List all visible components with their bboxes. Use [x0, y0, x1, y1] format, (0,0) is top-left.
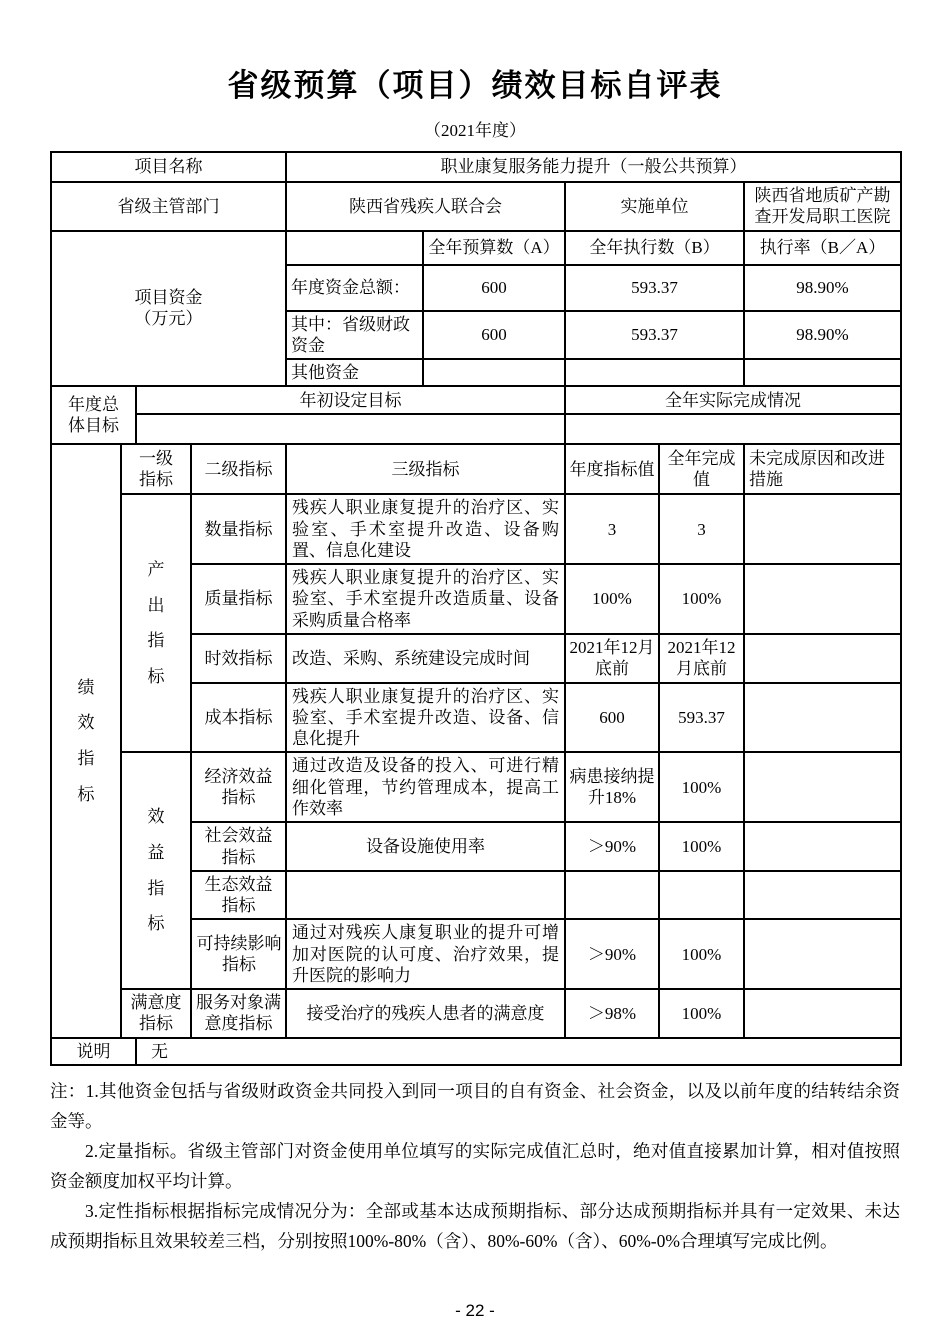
indicator-level2: 成本指标	[191, 683, 286, 753]
funding-label	[51, 231, 286, 387]
funding-col-budget: 全年预算数（A）	[423, 231, 565, 265]
indicator-level3: 改造、采购、系统建设完成时间	[286, 634, 565, 683]
annual-goal-actual-value	[565, 414, 901, 444]
indicators-left-label-text: 绩效指标	[77, 677, 95, 804]
indicator-target	[565, 871, 659, 920]
table-row	[51, 152, 901, 182]
indicator-target: ＞90%	[565, 919, 659, 989]
indicator-level2: 质量指标	[191, 564, 286, 634]
table-row	[51, 444, 901, 494]
funding-label-text: 项目资金（万元）	[134, 288, 203, 329]
indicator-reason	[744, 919, 901, 989]
indicator-level2: 生态效益指标	[191, 871, 286, 920]
funding-rate	[744, 359, 901, 386]
indicator-level2: 社会效益指标	[191, 822, 286, 871]
indicator-level3: 通过改造及设备的投入、可进行精细化管理，节约管理成本，提高工作效率	[286, 752, 565, 822]
funding-exec: 593.37	[565, 265, 744, 311]
table-row	[51, 494, 901, 564]
funding-budget	[423, 359, 565, 386]
remark-value: 无	[136, 1038, 901, 1065]
indicator-level2: 数量指标	[191, 494, 286, 564]
page-title: 省级预算（项目）绩效目标自评表	[227, 68, 723, 103]
indicator-level2: 时效指标	[191, 634, 286, 683]
indicator-actual: 100%	[659, 752, 744, 822]
indicators-left-label	[51, 444, 121, 1037]
page-number: - 22 -	[455, 1301, 495, 1320]
table-row	[51, 752, 901, 822]
indicator-level3: 通过对残疾人康复职业的提升可增加对医院的认可度、治疗效果，提升医院的影响力	[286, 919, 565, 989]
indicator-level3: 残疾人职业康复提升的治疗区、实验室、手术室提升改造、设备、信息化提升	[286, 683, 565, 753]
annual-goal-set-value	[136, 414, 565, 444]
header-reason: 未完成原因和改进措施	[744, 444, 901, 494]
indicator-target: 600	[565, 683, 659, 753]
impl-label: 实施单位	[565, 182, 744, 231]
indicator-reason	[744, 494, 901, 564]
table-row	[51, 231, 901, 265]
indicator-target: ＞98%	[565, 989, 659, 1038]
indicator-actual: 100%	[659, 919, 744, 989]
footnote-1: 注：1.其他资金包括与省级财政资金共同投入到同一项目的自有资金、社会资金，以及以前年度的结转结余资金等。	[50, 1080, 900, 1131]
indicator-reason	[744, 564, 901, 634]
indicator-actual: 593.37	[659, 683, 744, 753]
indicator-reason	[744, 871, 901, 920]
indicator-level3: 接受治疗的残疾人患者的满意度	[286, 989, 565, 1038]
dept-label: 省级主管部门	[51, 182, 286, 231]
footnotes	[50, 1076, 900, 1257]
indicator-actual	[659, 871, 744, 920]
indicator-level3: 残疾人职业康复提升的治疗区、实验室、手术室提升改造、设备购置、信息化建设	[286, 494, 565, 564]
indicator-level2: 服务对象满意度指标	[191, 989, 286, 1038]
indicator-level3: 残疾人职业康复提升的治疗区、实验室、手术室提升改造质量、设备采购质量合格率	[286, 564, 565, 634]
table-row	[51, 386, 901, 414]
annual-goal-label-text: 年度总体目标	[68, 395, 119, 436]
annual-goal-col-set: 年初设定目标	[136, 386, 565, 414]
table-row	[51, 182, 901, 231]
table-row	[51, 1038, 901, 1065]
indicators-table	[50, 443, 902, 1038]
group-output-label: 产出指标	[121, 494, 191, 752]
funding-rate: 98.90%	[744, 311, 901, 360]
funding-budget: 600	[423, 311, 565, 360]
indicator-target: 3	[565, 494, 659, 564]
funding-budget: 600	[423, 265, 565, 311]
table-row	[51, 989, 901, 1038]
footnote-3: 3.定性指标根据指标完成情况分为：全部或基本达成预期指标、部分达成预期指标并具有一定效果、未达成预期指标且效果较差三档，分别按照100%-80%（含）、80%-60%（含）、60%-0%合理填写完成比例。	[50, 1201, 900, 1252]
indicator-reason	[744, 683, 901, 753]
funding-rate: 98.90%	[744, 265, 901, 311]
footnote-2: 2.定量指标。省级主管部门对资金使用单位填写的实际完成值汇总时，绝对值直接累加计算，相对值按照资金额度加权平均计算。	[50, 1140, 900, 1192]
page-subtitle: （2021年度）	[424, 121, 526, 140]
remark-label: 说明	[51, 1038, 136, 1065]
indicator-target: 100%	[565, 564, 659, 634]
annual-goal-table	[50, 385, 902, 445]
header-level3: 三级指标	[286, 444, 565, 494]
indicator-actual: 100%	[659, 564, 744, 634]
header-funding-table	[50, 151, 902, 387]
funding-col-exec: 全年执行数（B）	[565, 231, 744, 265]
header-actual: 全年完成值	[659, 444, 744, 494]
empty-cell	[286, 231, 423, 265]
header-target: 年度指标值	[565, 444, 659, 494]
indicator-target: ＞90%	[565, 822, 659, 871]
annual-goal-col-actual: 全年实际完成情况	[565, 386, 901, 414]
funding-col-rate: 执行率（B／A）	[744, 231, 901, 265]
indicator-actual: 2021年12月底前	[659, 634, 744, 683]
indicator-level2: 经济效益指标	[191, 752, 286, 822]
indicator-target: 2021年12月底前	[565, 634, 659, 683]
annual-goal-label	[51, 386, 136, 444]
project-name-label: 项目名称	[51, 152, 286, 182]
dept-value: 陕西省残疾人联合会	[286, 182, 565, 231]
indicator-level3: 设备设施使用率	[286, 822, 565, 871]
indicator-reason	[744, 634, 901, 683]
indicator-actual: 3	[659, 494, 744, 564]
header-level1: 一级指标	[121, 444, 191, 494]
header-level2: 二级指标	[191, 444, 286, 494]
group-benefit-label: 效益指标	[121, 752, 191, 989]
group-satisfaction-label: 满意度指标	[121, 989, 191, 1038]
indicator-actual: 100%	[659, 822, 744, 871]
impl-value: 陕西省地质矿产勘查开发局职工医院	[744, 182, 901, 231]
funding-row-label: 其中：省级财政资金	[286, 311, 423, 360]
indicator-level3	[286, 871, 565, 920]
funding-exec	[565, 359, 744, 386]
indicator-reason	[744, 822, 901, 871]
indicator-target: 病患接纳提升18%	[565, 752, 659, 822]
indicator-actual: 100%	[659, 989, 744, 1038]
indicator-reason	[744, 752, 901, 822]
indicator-reason	[744, 989, 901, 1038]
project-name-value: 职业康复服务能力提升（一般公共预算）	[286, 152, 901, 182]
funding-row-label: 其他资金	[286, 359, 423, 386]
table-row	[51, 414, 901, 444]
indicator-level2: 可持续影响指标	[191, 919, 286, 989]
remark-table	[50, 1037, 902, 1066]
funding-row-label: 年度资金总额：	[286, 265, 423, 311]
funding-exec: 593.37	[565, 311, 744, 360]
